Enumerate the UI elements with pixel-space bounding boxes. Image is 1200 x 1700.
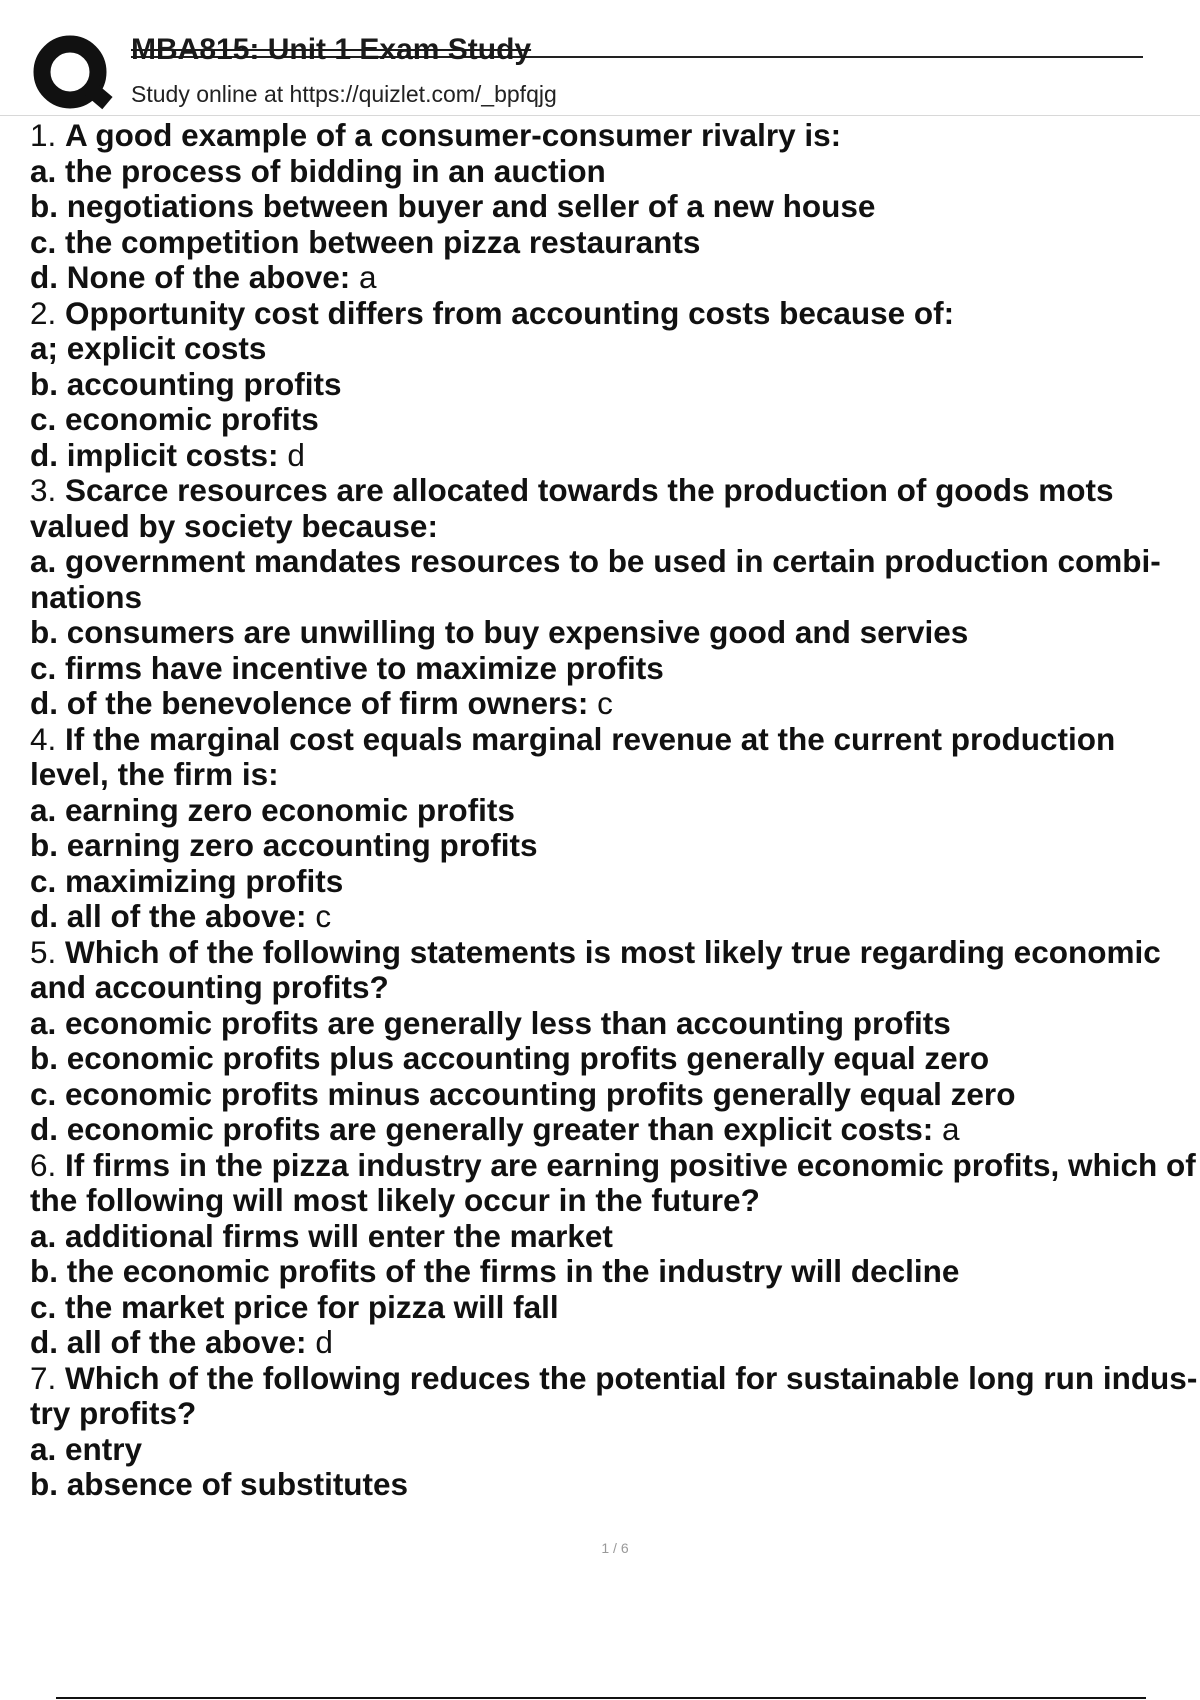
question-number: 6. bbox=[30, 1146, 57, 1183]
answer-key: c bbox=[315, 898, 332, 934]
answer-key: a bbox=[359, 259, 377, 295]
question-stem bbox=[30, 722, 1198, 793]
option-a: a. entry bbox=[30, 1430, 143, 1467]
question-item bbox=[30, 722, 1200, 935]
question-number: 5. bbox=[30, 933, 57, 970]
question-stem bbox=[30, 296, 1200, 332]
option-b: b. accounting profits bbox=[30, 365, 342, 402]
question-item bbox=[30, 296, 1200, 474]
option-d: d. None of the above: a bbox=[30, 259, 377, 295]
option-c: c. economic profits minus accounting profits generally equal zero bbox=[30, 1075, 1016, 1112]
answer-key: c bbox=[597, 685, 613, 721]
question-item bbox=[30, 1148, 1200, 1361]
page-title: MBA815: Unit 1 Exam Study bbox=[131, 33, 532, 66]
question-number: 1. bbox=[30, 118, 57, 153]
question-text: Which of the following reduces the potential for sustainable long run indus-try profits? bbox=[30, 1359, 1198, 1431]
answer-key: d bbox=[287, 436, 305, 473]
option-b: b. earning zero accounting profits bbox=[30, 827, 538, 863]
question-text: Scarce resources are allocated towards the production of goods mots valued by society because: bbox=[30, 472, 1114, 544]
question-item bbox=[30, 935, 1200, 1148]
answer-key: a bbox=[942, 1111, 960, 1147]
option-c: c. the market price for pizza will fall bbox=[30, 1288, 559, 1325]
option-d: d. implicit costs: d bbox=[30, 436, 305, 473]
header-divider bbox=[0, 115, 1200, 116]
question-text: Which of the following statements is most likely true regarding economic and accounting profits? bbox=[30, 933, 1161, 1005]
option-a: a. additional firms will enter the market bbox=[30, 1217, 613, 1254]
question-stem bbox=[30, 935, 1198, 1006]
quizlet-logo-icon bbox=[30, 32, 114, 116]
question-stem bbox=[30, 1148, 1198, 1219]
option-d: d. of the benevolence of firm owners: c bbox=[30, 685, 613, 721]
question-text: If the marginal cost equals marginal revenue at the current production level, the firm is: bbox=[30, 720, 1116, 792]
option-a: a. earning zero economic profits bbox=[30, 791, 515, 828]
footer-rule bbox=[56, 1697, 1146, 1699]
question-number: 4. bbox=[30, 720, 57, 757]
question-number: 2. bbox=[30, 294, 57, 331]
question-number: 3. bbox=[30, 472, 57, 508]
option-b: b. consumers are unwilling to buy expensive good and servies bbox=[30, 614, 969, 650]
question-text: A good example of a consumer-consumer rivalry is: bbox=[65, 118, 842, 153]
option-b: b. negotiations between buyer and seller of a new house bbox=[30, 188, 876, 224]
option-a: a. government mandates resources to be used in certain production combi-nations bbox=[30, 543, 1161, 615]
question-text: Opportunity cost differs from accounting costs because of: bbox=[65, 294, 955, 331]
option-c: c. maximizing profits bbox=[30, 862, 344, 899]
question-list bbox=[30, 118, 1200, 1518]
option-c: c. economic profits bbox=[30, 401, 319, 437]
study-url-text: Study online at https://quizlet.com/_bpfqjg bbox=[131, 81, 557, 107]
question-text: If firms in the pizza industry are earning positive economic profits, which of the following will most likely occur in the future? bbox=[30, 1146, 1196, 1218]
option-a: a; explicit costs bbox=[30, 330, 267, 366]
option-a: a. economic profits are generally less than accounting profits bbox=[30, 1004, 951, 1041]
option-b: b. the economic profits of the firms in the industry will decline bbox=[30, 1253, 960, 1289]
option-a: a. the process of bidding in an auction bbox=[30, 152, 606, 189]
question-item bbox=[30, 473, 1200, 722]
question-stem bbox=[30, 1361, 1198, 1432]
option-b: b. absence of substitutes bbox=[30, 1466, 409, 1502]
option-d: d. economic profits are generally greater than explicit costs: a bbox=[30, 1111, 960, 1147]
option-c: c. firms have incentive to maximize profits bbox=[30, 649, 664, 686]
question-stem bbox=[30, 473, 1198, 544]
question-number: 7. bbox=[30, 1359, 57, 1396]
question-item bbox=[30, 118, 1200, 296]
option-b: b. economic profits plus accounting profits generally equal zero bbox=[30, 1040, 990, 1076]
question-item bbox=[30, 1361, 1200, 1503]
option-d: d. all of the above: c bbox=[30, 898, 332, 934]
page-indicator: 1 / 6 bbox=[601, 1540, 629, 1556]
page-header bbox=[0, 0, 1200, 118]
option-c: c. the competition between pizza restaurants bbox=[30, 223, 701, 260]
question-stem bbox=[30, 118, 1200, 154]
answer-key: d bbox=[315, 1324, 333, 1360]
option-d: d. all of the above: d bbox=[30, 1324, 333, 1360]
